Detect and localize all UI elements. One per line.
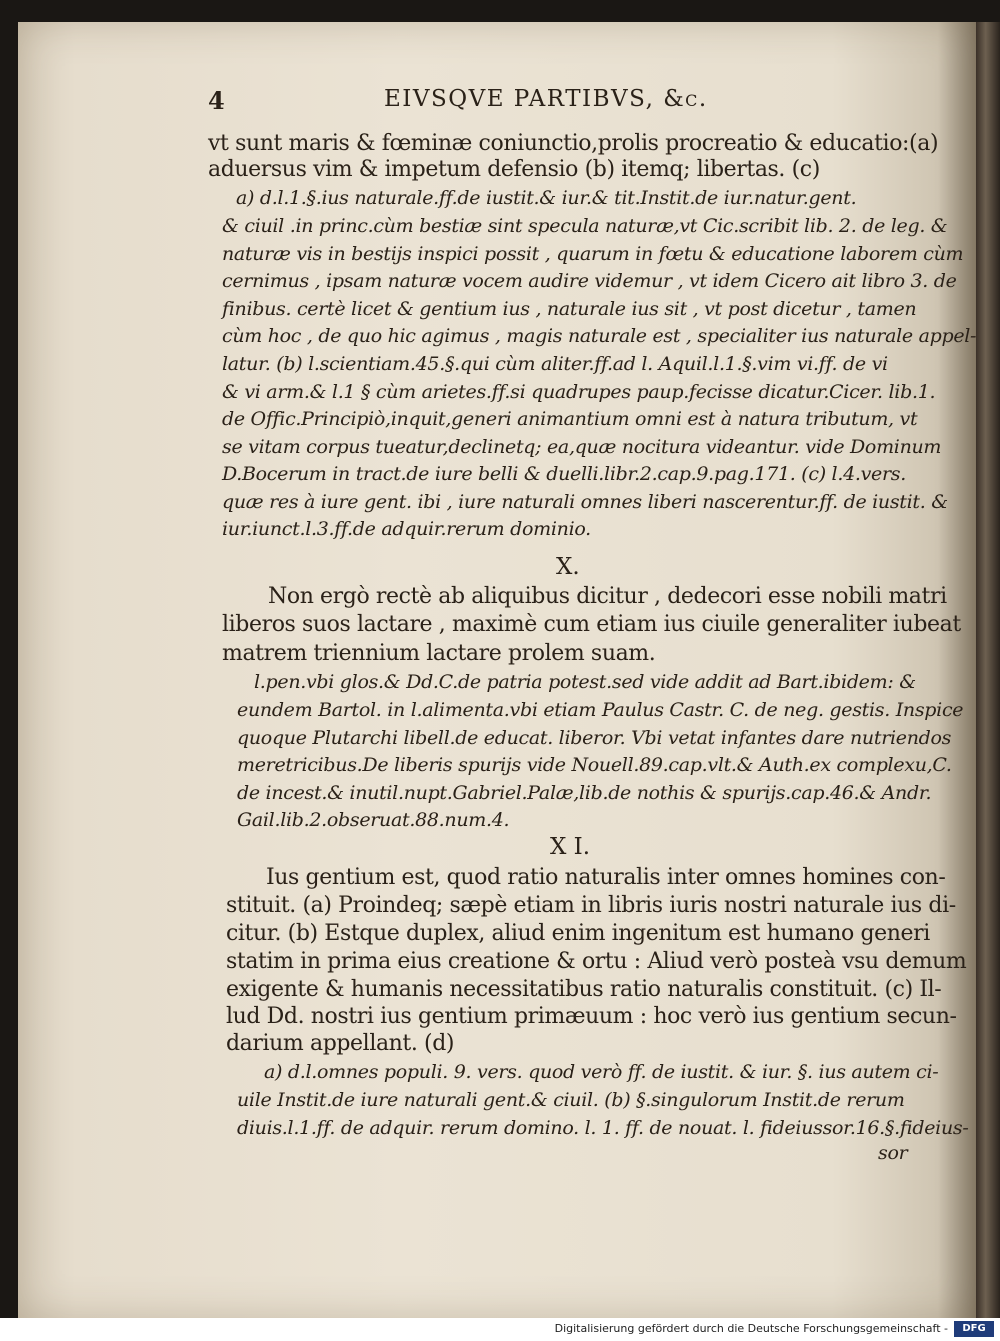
footnote-line: a) d.l.1.§.ius naturale.ff.de iustit.& iur.& tit.Instit.de iur.natur.gent. <box>236 187 857 209</box>
dfg-logo-icon: DFG <box>954 1321 994 1337</box>
footnote-line: quoque Plutarchi libell.de educat. liberor. Vbi vetat infantes dare nutriendos <box>237 727 952 749</box>
text-line: Non ergò rectè ab aliquibus dicitur , dedecori esse nobili matri <box>268 584 947 609</box>
footnote-line: D.Bocerum in tract.de iure belli & duelli.libr.2.cap.9.pag.171. (c) l.4.vers. <box>222 463 906 485</box>
text-line: matrem triennium lactare prolem suam. <box>222 641 656 666</box>
text-line: exigente & humanis necessitatibus ratio naturalis constituit. (c) Il- <box>226 977 942 1002</box>
funding-credit: Digitalisierung gefördert durch die Deutsche Forschungsgemeinschaft - <box>554 1322 948 1335</box>
footnote-line: diuis.l.1.ff. de adquir. rerum domino. l. 1. ff. de nouat. l. fideiussor.16.§.fideius- <box>237 1117 969 1139</box>
footnote-line: meretricibus.De liberis spurijs vide Nouell.89.cap.vlt.& Auth.ex complexu,C. <box>237 754 952 776</box>
footnote-line: de Offic.Principiò,inquit,generi animantium omni est à natura tributum, vt <box>222 408 918 430</box>
section-heading: X I. <box>550 834 591 860</box>
footnote-line: & vi arm.& l.1 § cùm arietes.ff.si quadrupes paup.fecisse dicatur.Cicer. lib.1. <box>222 381 936 403</box>
footnote-line: de incest.& inutil.nupt.Gabriel.Palæ,lib.de nothis & spurijs.cap.46.& Andr. <box>237 782 932 804</box>
footnote-line: iur.iunct.l.3.ff.de adquir.rerum dominio. <box>222 518 591 540</box>
text-line: lud Dd. nostri ius gentium primæuum : hoc verò ius gentium secun- <box>226 1004 957 1029</box>
text-line: stituit. (a) Proindeq; sæpè etiam in libris iuris nostri naturale ius di- <box>226 893 956 918</box>
footnote-line: cùm hoc , de quo hic agimus , magis naturale est , specialiter ius naturale appel- <box>222 325 977 347</box>
footnote-line: a) d.l.omnes populi. 9. vers. quod verò ff. de iustit. & iur. §. ius autem ci- <box>264 1061 939 1083</box>
text-line: aduersus vim & impetum defensio (b) itemq; libertas. (c) <box>208 157 820 182</box>
footnote-line: latur. (b) l.scientiam.45.§.qui cùm aliter.ff.ad l. Aquil.l.1.§.vim vi.ff. de vi <box>222 353 888 375</box>
footnote-line: & ciuil .in princ.cùm bestiæ sint specula naturæ,vt Cic.scribit lib. 2. de leg. & <box>222 215 948 237</box>
text-line: statim in prima eius creatione & ortu : Aliud verò posteà vsu demum <box>226 949 967 974</box>
footnote-line: se vitam corpus tueatur,declinetq; ea,quæ nocitura videantur. vide Dominum <box>222 436 942 458</box>
page-number: 4 <box>208 86 225 115</box>
text-line: liberos suos lactare , maximè cum etiam ius ciuile generaliter iubeat <box>222 612 961 637</box>
footnote-line: eundem Bartol. in l.alimenta.vbi etiam Paulus Castr. C. de neg. gestis. Inspice <box>237 699 964 721</box>
footnote-line: naturæ vis in bestijs inspici possit , quarum in fœtu & educatione laborem cùm <box>222 243 964 265</box>
footnote-line: Gail.lib.2.obseruat.88.num.4. <box>237 809 510 831</box>
text-line: Ius gentium est, quod ratio naturalis inter omnes homines con- <box>266 865 946 890</box>
running-title: EIVSQVE PARTIBVS, &c. <box>384 86 708 112</box>
section-heading: X. <box>556 554 580 580</box>
footnote-line: finibus. certè licet & gentium ius , naturale ius sit , vt post dicetur , tamen <box>222 298 917 320</box>
text-line: vt sunt maris & fœminæ coniunctio,prolis procreatio & educatio:(a) <box>208 131 939 156</box>
text-line: darium appellant. (d) <box>226 1031 455 1056</box>
book-edge <box>976 22 1000 1318</box>
footnote-line: quæ res à iure gent. ibi , iure naturali omnes liberi nascerentur.ff. de iustit. & <box>222 491 948 513</box>
footnote-line: uile Instit.de iure naturali gent.& ciuil. (b) §.singulorum Instit.de rerum <box>237 1089 905 1111</box>
catchword: sor <box>878 1142 908 1164</box>
footnote-line: l.pen.vbi glos.& Dd.C.de patria potest.sed vide addit ad Bart.ibidem: & <box>254 671 916 693</box>
text-line: citur. (b) Estque duplex, aliud enim ingenitum est humano generi <box>226 921 930 946</box>
footnote-line: cernimus , ipsam naturæ vocem audire videmur , vt idem Cicero ait libro 3. de <box>222 270 957 292</box>
digitization-footer <box>0 1318 1000 1341</box>
